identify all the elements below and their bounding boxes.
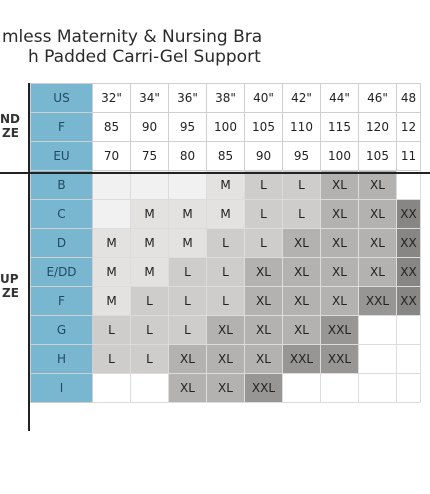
band-row — [31, 142, 421, 171]
cup-size-label-line-2: ZE — [2, 286, 19, 300]
size-cell: L — [207, 229, 245, 258]
row-header: E/DD — [31, 258, 93, 287]
size-cell: M — [93, 229, 131, 258]
band-value-cell: 70 — [93, 142, 131, 171]
band-row — [31, 84, 421, 113]
size-cell: XXL — [321, 316, 359, 345]
cup-row — [31, 229, 421, 258]
size-cell: M — [207, 200, 245, 229]
row-header: B — [31, 171, 93, 200]
band-value-cell: 85 — [207, 142, 245, 171]
band-value-cell: 110 — [283, 113, 321, 142]
size-cell: XL — [283, 287, 321, 316]
band-value-cell: 44" — [321, 84, 359, 113]
row-header: C — [31, 200, 93, 229]
cup-row — [31, 287, 421, 316]
size-cell: M — [131, 229, 169, 258]
size-cell — [397, 374, 421, 403]
size-cell — [359, 316, 397, 345]
band-value-cell: 75 — [131, 142, 169, 171]
size-cell: XL — [359, 171, 397, 200]
size-cell — [397, 171, 421, 200]
size-cell: XL — [321, 200, 359, 229]
size-cell — [321, 374, 359, 403]
size-cell: L — [169, 316, 207, 345]
size-cell: XL — [169, 345, 207, 374]
row-header: US — [31, 84, 93, 113]
size-cell: XL — [321, 171, 359, 200]
row-header: D — [31, 229, 93, 258]
size-cell: L — [131, 287, 169, 316]
size-cell: M — [169, 200, 207, 229]
band-value-cell: 32" — [93, 84, 131, 113]
size-cell: M — [169, 229, 207, 258]
cup-row — [31, 345, 421, 374]
size-cell: L — [245, 171, 283, 200]
band-value-cell: 36" — [169, 84, 207, 113]
row-header: EU — [31, 142, 93, 171]
size-cell: XL — [169, 374, 207, 403]
size-cell: XX — [397, 287, 421, 316]
size-cell: XL — [207, 316, 245, 345]
size-cell — [169, 171, 207, 200]
label-column-divider — [28, 83, 30, 431]
size-cell: XL — [207, 345, 245, 374]
band-value-cell: 100 — [321, 142, 359, 171]
size-cell: L — [93, 345, 131, 374]
band-value-cell: 46" — [359, 84, 397, 113]
band-value-cell: 34" — [131, 84, 169, 113]
size-cell: L — [93, 316, 131, 345]
cup-row — [31, 374, 421, 403]
size-cell: XL — [321, 287, 359, 316]
size-cell — [131, 374, 169, 403]
band-value-cell: 90 — [131, 113, 169, 142]
size-cell: XL — [283, 229, 321, 258]
size-cell: L — [207, 258, 245, 287]
size-cell: XXL — [283, 345, 321, 374]
size-cell: XL — [359, 229, 397, 258]
row-header: F — [31, 113, 93, 142]
band-size-label-line-1: ND — [0, 112, 21, 126]
size-cell: M — [93, 258, 131, 287]
size-cell: L — [131, 345, 169, 374]
row-header: F — [31, 287, 93, 316]
size-cell: L — [283, 200, 321, 229]
size-cell: L — [207, 287, 245, 316]
size-cell: XL — [283, 258, 321, 287]
row-header: H — [31, 345, 93, 374]
row-header: I — [31, 374, 93, 403]
chart-title-line-1: mless Maternity & Nursing Bra — [2, 27, 263, 47]
row-header: G — [31, 316, 93, 345]
size-cell — [359, 374, 397, 403]
band-value-cell: 115 — [321, 113, 359, 142]
size-cell: XL — [245, 316, 283, 345]
chart-title-line-2: h Padded Carri-Gel Support — [28, 47, 261, 67]
band-value-cell: 11 — [397, 142, 421, 171]
size-cell: XXL — [359, 287, 397, 316]
size-cell: L — [131, 316, 169, 345]
size-cell — [93, 200, 131, 229]
size-cell: M — [131, 258, 169, 287]
band-value-cell: 105 — [359, 142, 397, 171]
size-cell: XX — [397, 200, 421, 229]
band-value-cell: 85 — [93, 113, 131, 142]
size-cell: XXL — [321, 345, 359, 374]
band-value-cell: 80 — [169, 142, 207, 171]
size-cell — [397, 345, 421, 374]
size-cell: XL — [245, 258, 283, 287]
size-cell: M — [93, 287, 131, 316]
size-cell: XL — [321, 258, 359, 287]
size-cell: XL — [359, 200, 397, 229]
cup-row — [31, 171, 421, 200]
band-value-cell: 90 — [245, 142, 283, 171]
size-cell: L — [169, 258, 207, 287]
section-divider — [0, 172, 430, 174]
size-chart-table — [30, 83, 421, 403]
size-cell — [359, 345, 397, 374]
band-value-cell: 48 — [397, 84, 421, 113]
band-value-cell: 42" — [283, 84, 321, 113]
cup-row — [31, 316, 421, 345]
size-cell: L — [283, 171, 321, 200]
size-cell: XL — [359, 258, 397, 287]
size-cell: M — [131, 200, 169, 229]
band-value-cell: 95 — [169, 113, 207, 142]
band-value-cell: 38" — [207, 84, 245, 113]
size-cell — [93, 171, 131, 200]
size-cell — [93, 374, 131, 403]
band-value-cell: 105 — [245, 113, 283, 142]
size-cell: L — [245, 229, 283, 258]
size-cell: XX — [397, 258, 421, 287]
band-value-cell: 120 — [359, 113, 397, 142]
band-value-cell: 100 — [207, 113, 245, 142]
size-cell: L — [245, 200, 283, 229]
size-cell — [283, 374, 321, 403]
band-row — [31, 113, 421, 142]
band-value-cell: 40" — [245, 84, 283, 113]
size-cell: XX — [397, 229, 421, 258]
band-value-cell: 95 — [283, 142, 321, 171]
size-cell: XXL — [245, 374, 283, 403]
cup-row — [31, 200, 421, 229]
size-cell — [131, 171, 169, 200]
band-size-label-line-2: ZE — [2, 126, 19, 140]
size-cell: XL — [245, 345, 283, 374]
size-cell: M — [207, 171, 245, 200]
size-cell: XL — [321, 229, 359, 258]
cup-size-label-line-1: UP — [0, 272, 19, 286]
size-cell: L — [169, 287, 207, 316]
size-cell: XL — [245, 287, 283, 316]
size-cell — [397, 316, 421, 345]
size-cell: XL — [283, 316, 321, 345]
cup-row — [31, 258, 421, 287]
size-cell: XL — [207, 374, 245, 403]
band-value-cell: 12 — [397, 113, 421, 142]
